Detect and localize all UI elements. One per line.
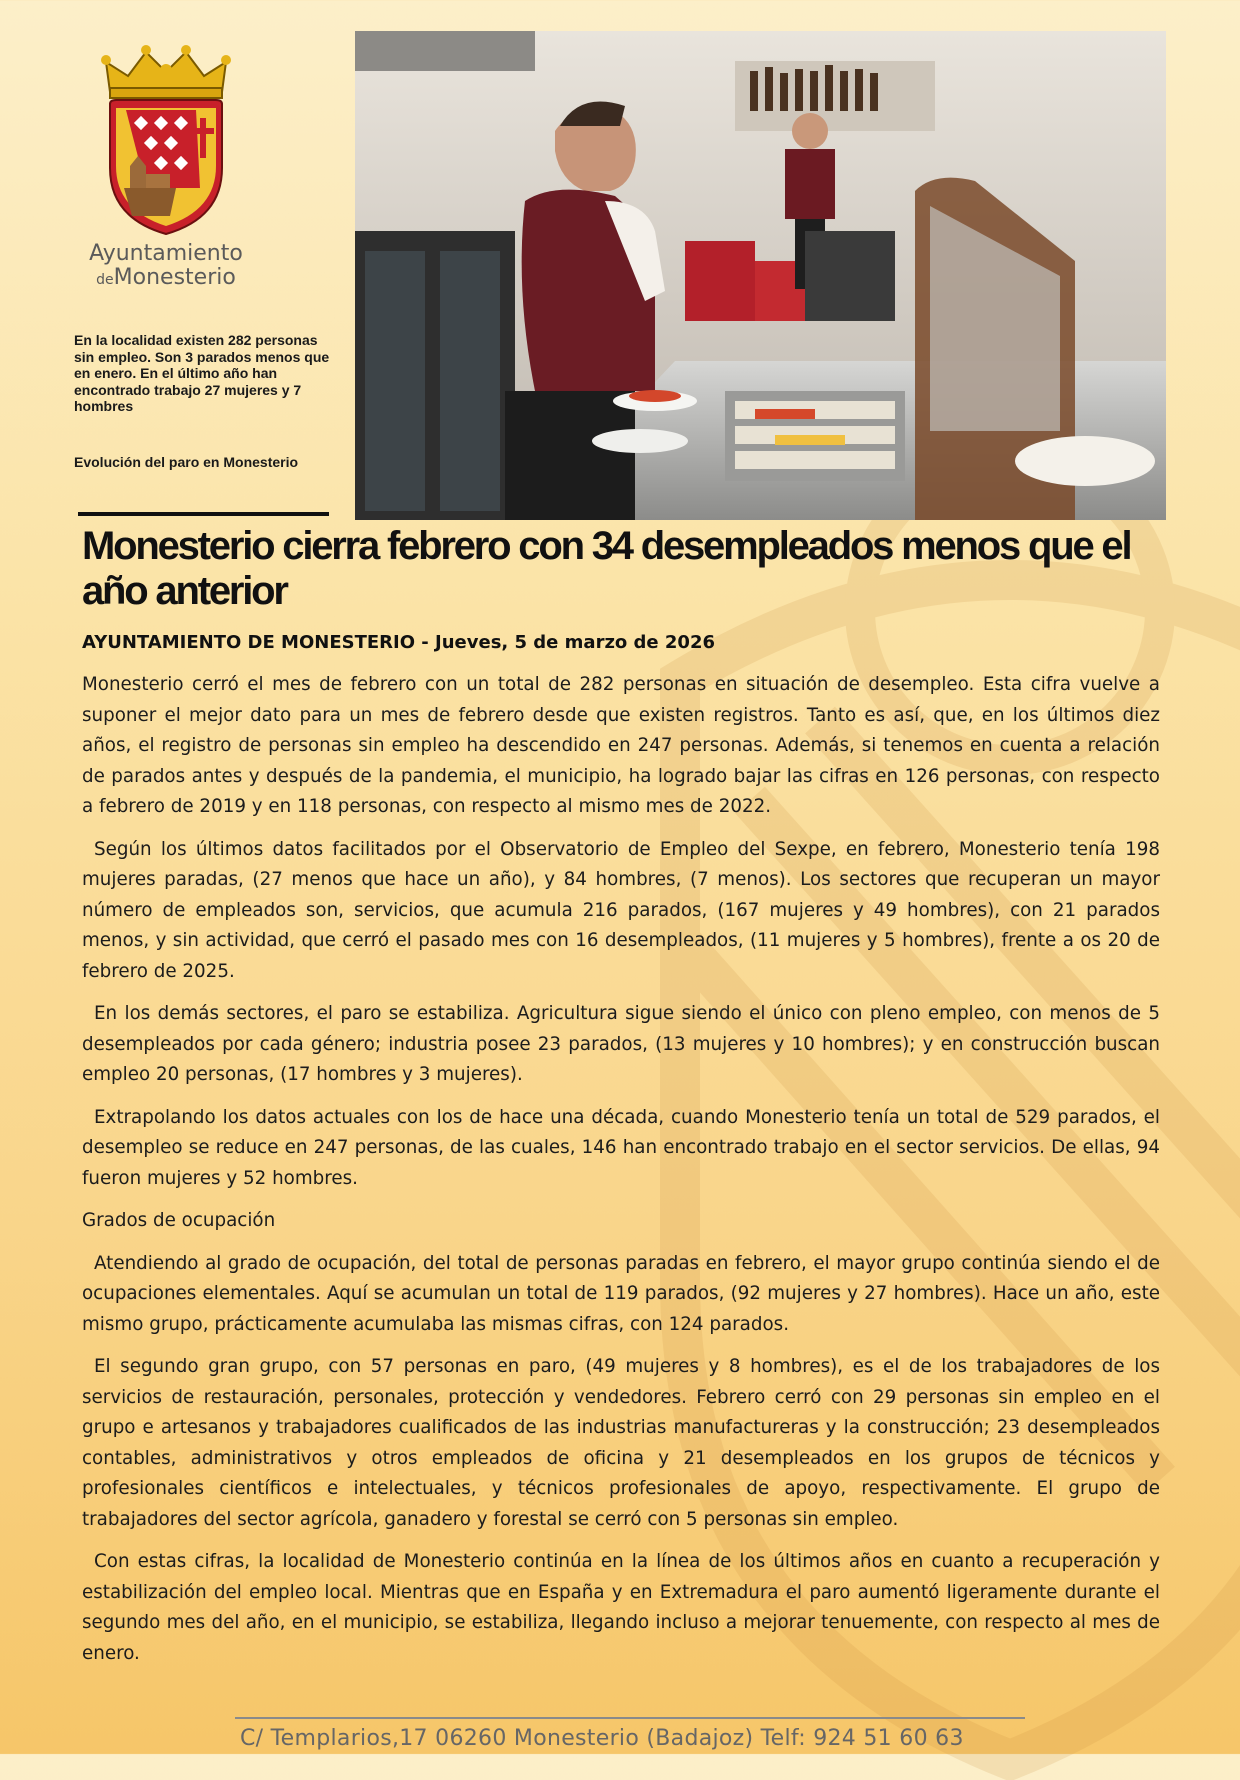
logo-name-line2: Monesterio <box>113 265 236 290</box>
coat-of-arms-icon <box>96 38 236 238</box>
footer-rule <box>235 1717 1025 1719</box>
article-paragraph: Atendiendo al grado de ocupación, del total de personas paradas en febrero, el mayor grupo continúa siendo el de ocupaciones elementales. Aquí se acumulan un total de 119 parados, (92 mujeres y 27 hombres). Hace un año, este mismo grupo, prácticamente acumulaba las mismas cifras, con 124 parados. <box>82 1252 1160 1335</box>
logo-name-de: de <box>96 272 114 288</box>
section-heading: Grados de ocupación <box>82 1210 276 1231</box>
footer-address: C/ Templarios,17 06260 Monesterio (Badajoz) Telf: 924 51 60 63 <box>240 1726 964 1751</box>
article-paragraph: Monesterio cerró el mes de febrero con un total de 282 personas en situación de desempleo. Esta cifra vuelve a suponer el mejor dato para un mes de febrero desde que existen registros. Tanto es así, que, en los últimos diez años, el registro de personas sin empleo ha descendido en 247 personas. Además, si tenemos en cuenta a relación de parados antes y después de la pandemia, el municipio, ha logrado bajar las cifras en 126 personas, con respecto a febrero de 2019 y en 118 personas, con respecto al mismo mes de 2022. <box>82 674 1160 817</box>
article-headline: Monesterio cierra febrero con 34 desempleados menos que el año anterior <box>82 524 1131 613</box>
article-paragraph: El segundo gran grupo, con 57 personas en paro, (49 mujeres y 8 hombres), es el de los trabajadores de los servicios de restauración, personales, protección y vendedores. Febrero cerró con 29 personas sin empleo en el grupo e artesanos y trabajadores cualificados de las industrias manufactureras y la construcción; 23 desempleados contables, administrativos y otros empleados de oficina y 21 desempleados en los grupos de técnicos y profesionales científicos e intelectuales, y técnicos profesionales de apoyo, respectivamente. El grupo de trabajadores del sector agrícola, ganadero y forestal se cerró con 5 personas sin empleo. <box>82 1356 1160 1530</box>
article-body <box>82 670 1160 1681</box>
photo-waiter-restaurant-icon <box>355 31 1166 520</box>
logo-name-line1: Ayuntamiento <box>89 241 243 266</box>
article-paragraph: Extrapolando los datos actuales con los de hace una década, cuando Monesterio tenía un total de 529 parados, el desempleo se reduce en 247 personas, de las cuales, 146 han encontrado trabajo en el sector servicios. De ellas, 94 fueron mujeres y 52 hombres. <box>82 1106 1160 1189</box>
article-paragraph: Según los últimos datos facilitados por el Observatorio de Empleo del Sexpe, en febrero, Monesterio tenía 198 mujeres paradas, (27 menos que hace un año), y 84 hombres, (7 menos). Los sectores que recuperan un mayor número de empleados son, servicios, que acumula 216 parados, (167 mujeres y 49 hombres), con 21 parados menos, y sin actividad, que cerró el pasado mes con 16 desempleados, (11 mujeres y 5 hombres), frente a os 20 de febrero de 2025. <box>82 838 1160 982</box>
town-logo <box>88 38 244 292</box>
article-paragraph: En los demás sectores, el paro se estabiliza. Agricultura sigue siendo el único con pleno empleo, con menos de 5 desempleados por cada género; industria posee 23 parados, (13 mujeres y 10 hombres); y en construcción buscan empleo 20 personas, (17 hombres y 3 mujeres). <box>82 1003 1160 1085</box>
article-photo <box>355 31 1166 520</box>
article-paragraph: Con estas cifras, la localidad de Monesterio continúa en la línea de los últimos años en cuanto a recuperación y estabilización del empleo local. Mientras que en España y en Extremadura el paro aumentó ligeramente durante el segundo mes del año, en el municipio, se estabiliza, llegando incluso a mejorar tenuemente, con respecto al mes de enero. <box>82 1551 1160 1664</box>
sidebar-summary: En la localidad existen 282 personas sin empleo. Son 3 parados menos que en enero. En el último año han encontrado trabajo 27 mujeres y 7 hombres <box>74 332 330 414</box>
sidebar-rule <box>78 512 329 516</box>
sidebar-caption: Evolución del paro en Monesterio <box>74 454 299 470</box>
article-byline: AYUNTAMIENTO DE MONESTERIO - Jueves, 5 de marzo de 2026 <box>82 632 716 653</box>
